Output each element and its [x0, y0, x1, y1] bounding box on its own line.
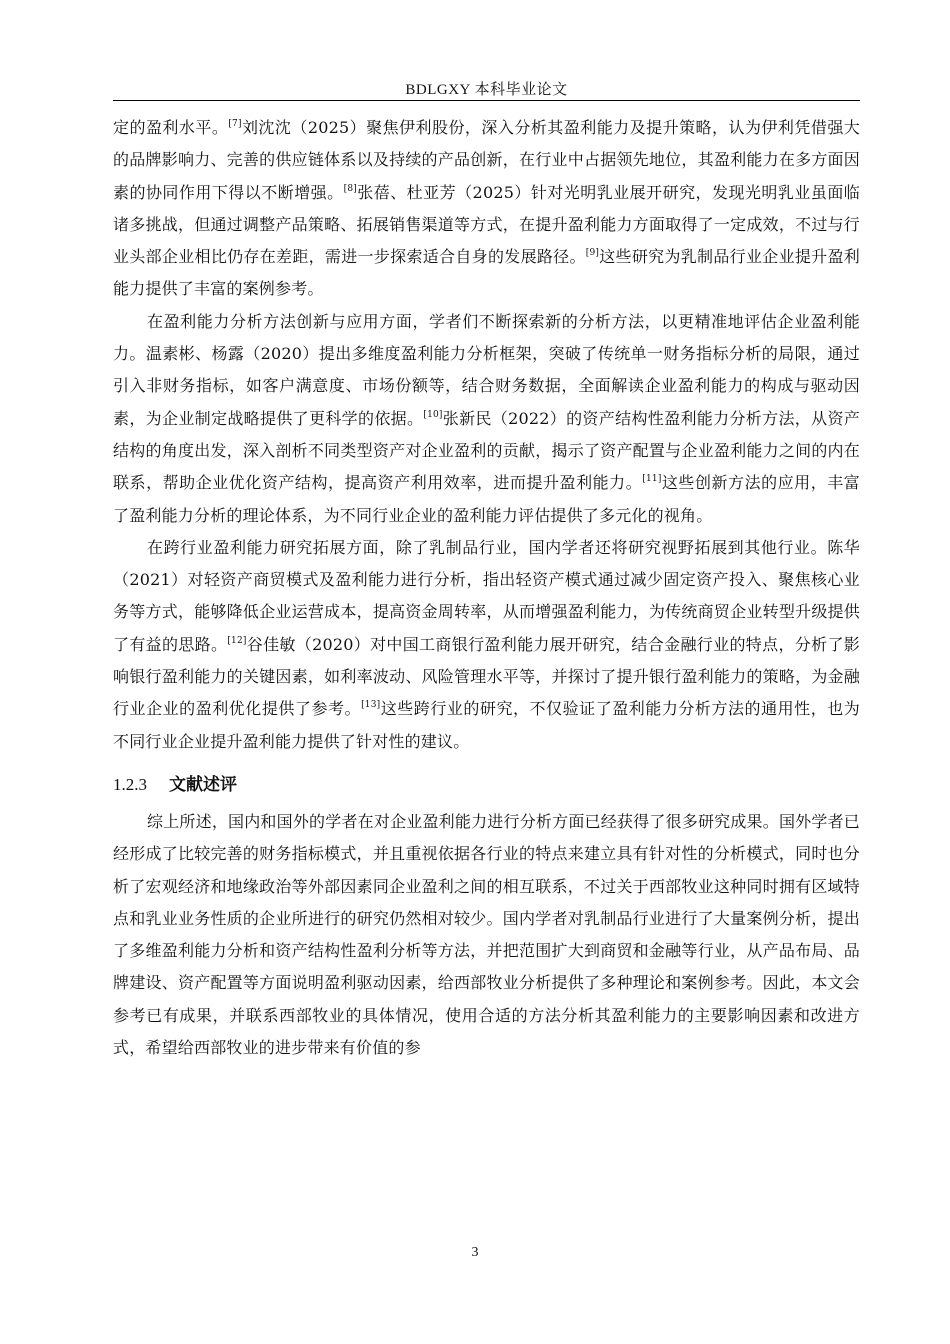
running-header: BDLGXY 本科毕业论文: [405, 82, 568, 98]
paragraph-text: 定的盈利水平。: [113, 118, 229, 137]
paragraph-text: 在跨行业盈利能力研究拓展方面，除了乳制品行业，国内学者还将研究视野拓展到其他行业。陈华（2021）对轻资产商贸模式及盈利能力进行分析，指出轻资产模式通过减少固定资产投入、聚焦核心业务等方式，能够降低企业运营成本，提高资金周转率，从而增强盈利能力，为传统商贸企业转型升级提供了有益的思路。: [113, 537, 860, 654]
paragraph: [113, 532, 860, 758]
section-title: 文献述评: [169, 774, 237, 794]
citation-marker: [8]: [343, 183, 357, 194]
section-number: 1.2.3: [113, 774, 147, 794]
paragraph-text: 这些研究为乳制品行业企业提升盈利能力提供了丰富的案例参考。: [113, 247, 860, 299]
paragraph-text: 张新民（2022）的资产结构性盈利能力分析方法，从资产结构的角度出发，深入剖析不同类型资产对企业盈利的贡献，揭示了资产配置与企业盈利能力之间的内在联系，帮助企业优化资产结构，提高资产利用效率，进而提升盈利能力。: [113, 408, 860, 493]
section-heading: [113, 770, 860, 800]
paragraph-text: 谷佳敏（2020）对中国工商银行盈利能力展开研究，结合金融行业的特点，分析了影响银行盈利能力的关键因素，如利率波动、风险管理水平等，并探讨了提升银行盈利能力的策略，为金融行业企业的盈利优化提供了参考。: [113, 634, 860, 719]
page-body: [113, 112, 860, 1064]
paragraph-text: 张蓓、杜亚芳（2025）针对光明乳业展开研究，发现光明乳业虽面临诸多挑战，但通过调整产品策略、拓展销售渠道等方式，在提升盈利能力方面取得了一定成效，不过与行业头部企业相比仍存在差距，需进一步探索适合自身的发展路径。: [113, 182, 860, 267]
paragraph-text: 这些创新方法的应用，丰富了盈利能力分析的理论体系，为不同行业企业的盈利能力评估提供了多元化的视角。: [113, 473, 860, 525]
page-number: 3: [471, 1245, 479, 1260]
citation-marker: [11]: [642, 474, 662, 485]
paragraph: [113, 112, 860, 306]
paragraph-text: 在盈利能力分析方法创新与应用方面，学者们不断探索新的分析方法，以更精准地评估企业盈利能力。温素彬、杨露（2020）提出多维度盈利能力分析框架，突破了传统单一财务指标分析的局限，通过引入非财务指标，如客户满意度、市场份额等，结合财务数据，全面解读企业盈利能力的构成与驱动因素，为企业制定战略提供了更科学的依据。: [113, 311, 860, 428]
paragraph: [113, 806, 860, 1064]
paragraph: [113, 306, 860, 532]
paragraph-text: 刘沈沈（2025）聚焦伊利股份，深入分析其盈利能力及提升策略，认为伊利凭借强大的品牌影响力、完善的供应链体系以及持续的产品创新，在行业中占据领先地位，其盈利能力在多方面因素的协同作用下得以不断增强。: [113, 118, 860, 202]
citation-marker: [10]: [423, 409, 443, 420]
citation-marker: [7]: [228, 119, 242, 129]
citation-marker: [12]: [227, 635, 247, 646]
paragraph-text: 这些跨行业的研究，不仅验证了盈利能力分析方法的通用性，也为不同行业企业提升盈利能力提供了针对性的建议。: [113, 699, 860, 751]
citation-marker: [9]: [585, 248, 600, 259]
citation-marker: [13]: [361, 700, 381, 711]
header-rule: [113, 100, 860, 101]
paragraph-text: 综上所述，国内和国外的学者在对企业盈利能力进行分析方面已经获得了很多研究成果。国外学者已经形成了比较完善的财务指标模式，并且重视依据各行业的特点来建立具有针对性的分析模式，同时也分析了宏观经济和地缘政治等外部因素同企业盈利之间的相互联系，不过关于西部牧业这种同时拥有区域特点和乳业业务性质的企业所进行的研究仍然相对较少。国内学者对乳制品行业进行了大量案例分析，提出了多维盈利能力分析和资产结构性盈利分析等方法，并把范围扩大到商贸和金融等行业，从产品布局、品牌建设、资产配置等方面说明盈利驱动因素，给西部牧业分析提供了多种理论和案例参考。因此，本文会参考已有成果，并联系西部牧业的具体情况，使用合适的方法分析其盈利能力的主要影响因素和改进方式，希望给西部牧业的进步带来有价值的参: [113, 811, 860, 1058]
